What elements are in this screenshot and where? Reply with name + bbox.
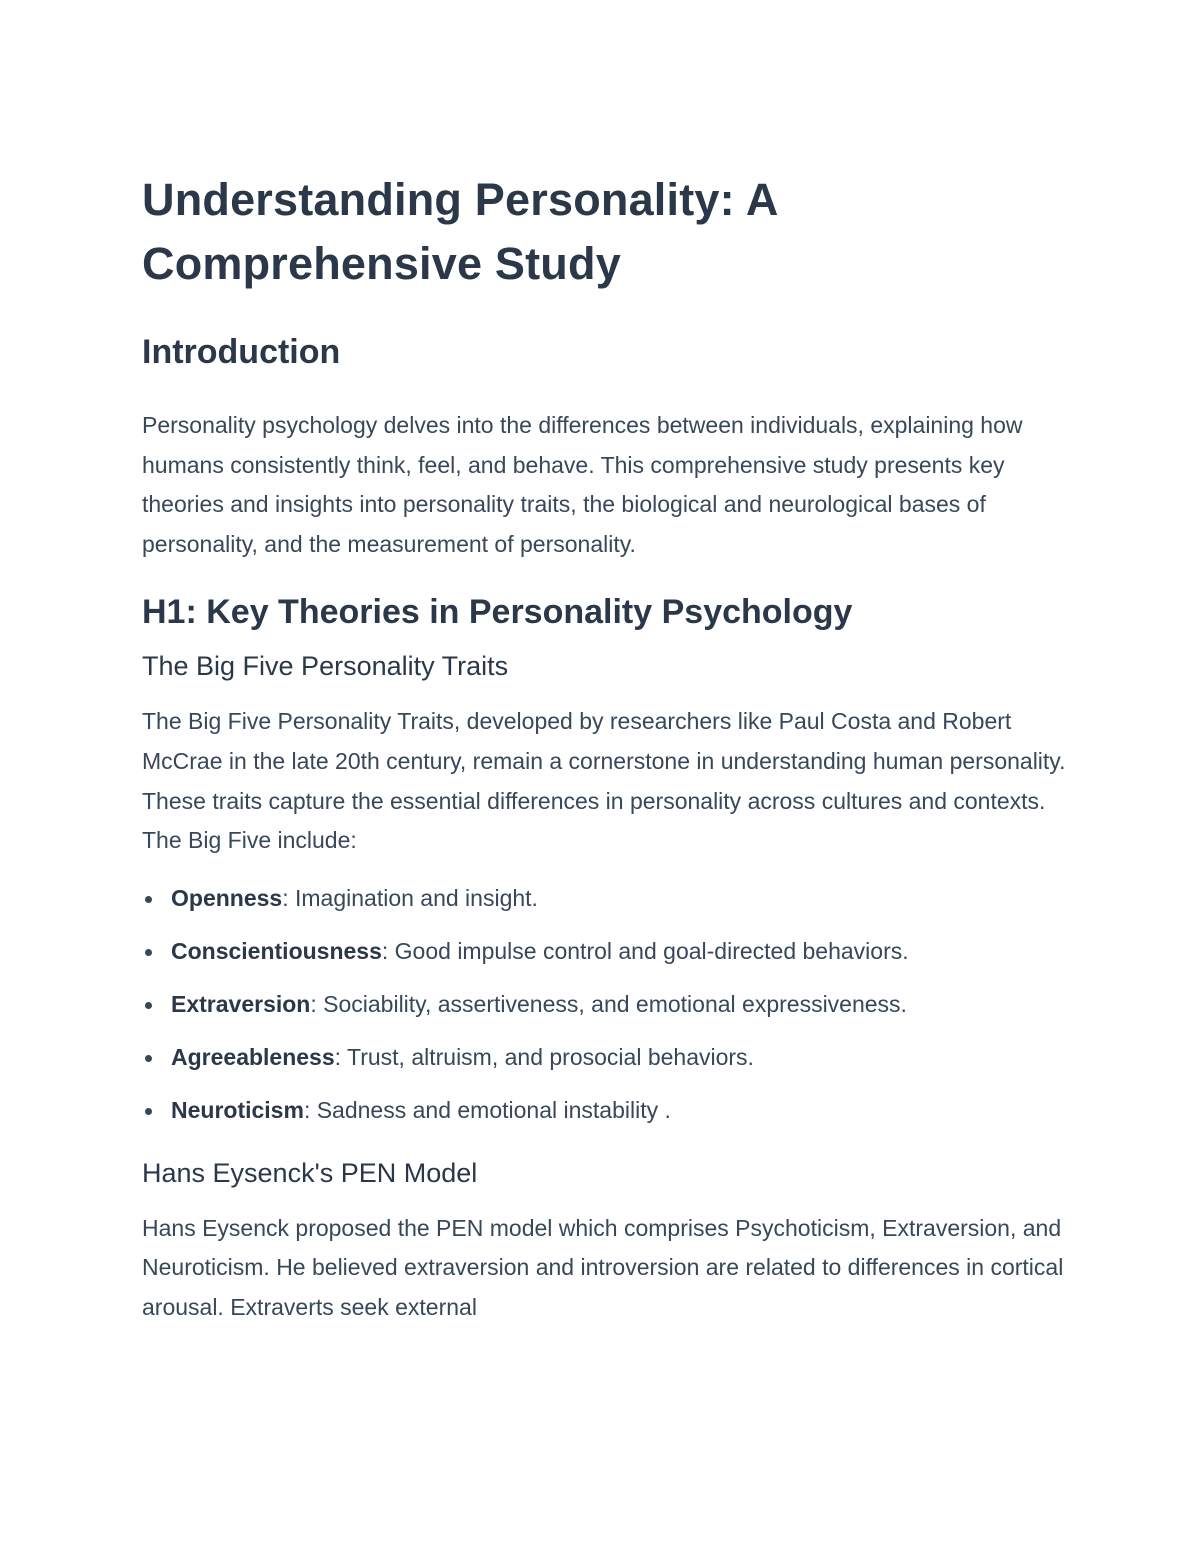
trait-description: : Trust, altruism, and prosocial behaviors.: [334, 1044, 754, 1071]
list-item: [142, 932, 1072, 972]
big-five-heading: The Big Five Personality Traits: [142, 651, 509, 682]
list-item: [142, 1091, 1072, 1131]
list-item: [142, 985, 1072, 1025]
trait-term: Conscientiousness: [171, 937, 382, 964]
trait-term: Extraversion: [171, 990, 311, 1017]
trait-description: : Sadness and emotional instability .: [303, 1097, 671, 1124]
list-item: [142, 1038, 1072, 1078]
trait-term: Neuroticism: [171, 1097, 304, 1124]
key-theories-heading: H1: Key Theories in Personality Psychology: [142, 593, 853, 632]
trait-description: : Imagination and insight.: [282, 884, 538, 911]
bullet-icon: [145, 1108, 152, 1115]
pen-model-heading: Hans Eysenck's PEN Model: [142, 1157, 478, 1188]
document-page: [142, 168, 1072, 1328]
document-title: Understanding Personality: A Comprehensive Study: [142, 174, 777, 289]
list-item: [142, 879, 1072, 919]
bullet-icon: [145, 896, 152, 903]
bullet-icon: [145, 1055, 152, 1062]
introduction-paragraph: Personality psychology delves into the differences between individuals, explaining how humans consistently think, feel, and behave. This comprehensive study presents key theories and insights into personality traits, the biological and neurological bases of personality, and the measurement of personality.: [142, 412, 1023, 557]
bullet-icon: [145, 949, 152, 956]
pen-model-paragraph: Hans Eysenck proposed the PEN model which comprises Psychoticism, Extraversion, and Neuroticism. He believed extraversion and introversion are related to differences in cortical arousal. Extraverts seek external: [142, 1214, 1064, 1320]
bullet-icon: [145, 1002, 152, 1009]
trait-term: Agreeableness: [171, 1044, 335, 1071]
big-five-paragraph: The Big Five Personality Traits, developed by researchers like Paul Costa and Robert McCrae in the late 20th century, remain a cornerstone in understanding human personality. These traits capture the essential differences in personality across cultures and contexts. The Big Five include:: [142, 708, 1066, 854]
big-five-trait-list: [142, 879, 1072, 1131]
trait-description: : Sociability, assertiveness, and emotional expressiveness.: [310, 990, 907, 1017]
introduction-heading: Introduction: [142, 333, 341, 371]
trait-description: : Good impulse control and goal-directed behaviors.: [381, 937, 909, 964]
trait-term: Openness: [171, 884, 283, 911]
